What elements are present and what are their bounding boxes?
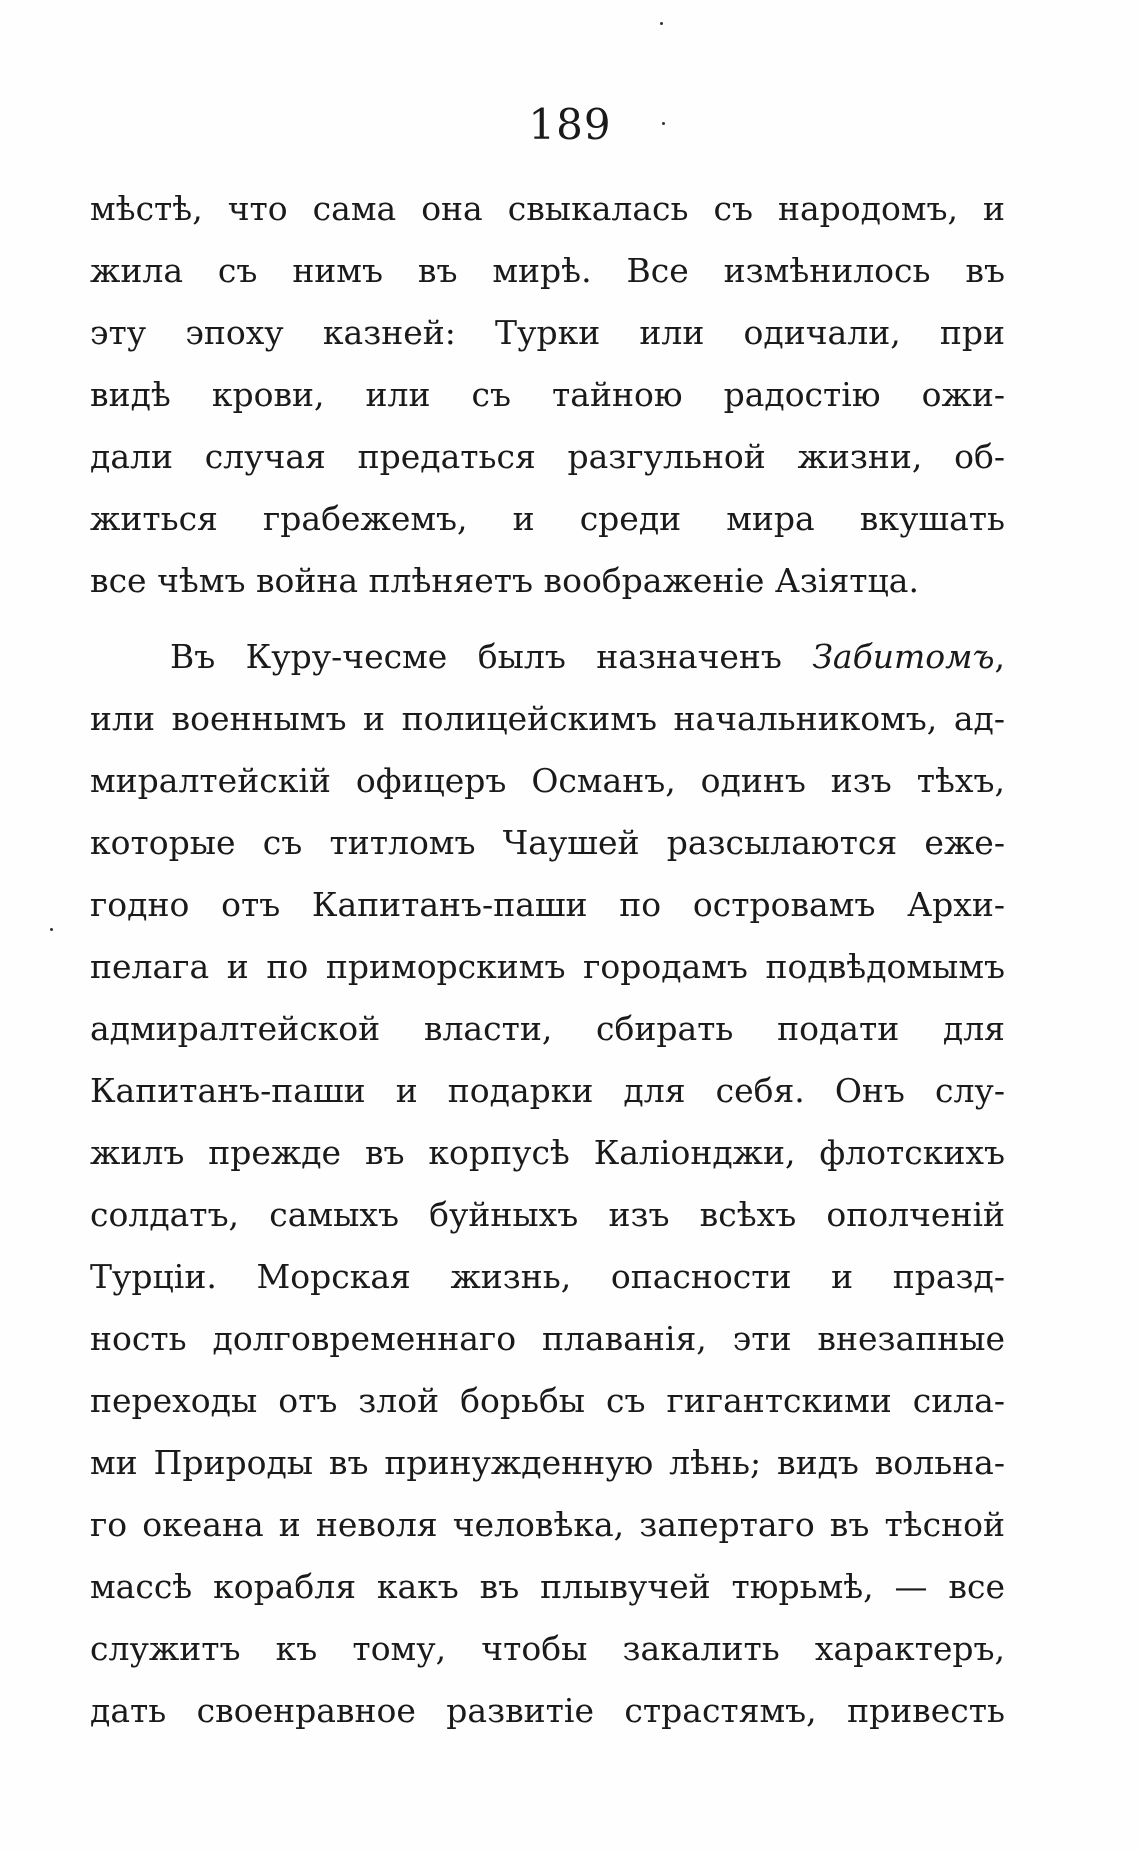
text-line: ность долговременнаго плаванія, эти внезапные (90, 1319, 1005, 1358)
text-line: мѣстѣ, что сама она свыкалась съ народомъ, и (90, 189, 1005, 228)
text-line: годно отъ Капитанъ-паши по островамъ Архи- (90, 885, 1005, 924)
text-line: или военнымъ и полицейскимъ начальникомъ, ад- (90, 699, 1005, 738)
text-line: пелага и по приморскимъ городамъ подвѣдомымъ (90, 947, 1005, 986)
text-line: го океана и неволя человѣка, запертаго въ тѣсной (90, 1505, 1005, 1544)
body-text (90, 178, 1005, 1742)
text-line: житься грабежемъ, и среди мира вкушать (90, 499, 1005, 538)
print-speck (660, 22, 663, 25)
text-line: эту эпоху казней: Турки или одичали, при (90, 313, 1005, 352)
text-fragment: Въ Куру-чесме былъ назначенъ (170, 637, 813, 676)
text-line: которые съ титломъ Чаушей разсылаются еже- (90, 823, 1005, 862)
text-fragment: , (994, 637, 1005, 676)
text-line: массѣ корабля какъ въ плывучей тюрьмѣ, — все (90, 1567, 1005, 1606)
print-speck (50, 928, 53, 931)
paragraph-1 (90, 178, 1005, 612)
page-number: 189 (528, 100, 612, 149)
text-line: видѣ крови, или съ тайною радостію ожи- (90, 375, 1005, 414)
paragraph-2 (90, 626, 1005, 1742)
text-line: переходы отъ злой борьбы съ гигантскими сила- (90, 1381, 1005, 1420)
print-speck (662, 122, 665, 125)
text-line: дать своенравное развитіе страстямъ, привесть (90, 1691, 1005, 1730)
text-line: жилъ прежде въ корпусѣ Каліонджи, флотскихъ (90, 1133, 1005, 1172)
text-line: солдатъ, самыхъ буйныхъ изъ всѣхъ ополченій (90, 1195, 1005, 1234)
text-line: служитъ къ тому, чтобы закалить характеръ, (90, 1629, 1005, 1668)
text-line: миралтейскій офицеръ Османъ, одинъ изъ тѣхъ, (90, 761, 1005, 800)
text-line: Турціи. Морская жизнь, опасности и празд- (90, 1257, 1005, 1296)
text-line: дали случая предаться разгульной жизни, об- (90, 437, 1005, 476)
text-line: ми Природы въ принужденную лѣнь; видъ вольна- (90, 1443, 1005, 1482)
text-line: все чѣмъ война плѣняетъ воображеніе Азіятца. (90, 561, 919, 600)
text-line: жила съ нимъ въ мирѣ. Все измѣнилось въ (90, 251, 1005, 290)
text-line: Капитанъ-паши и подарки для себя. Онъ слу- (90, 1071, 1005, 1110)
text-line: адмиралтейской власти, сбирать подати для (90, 1009, 1005, 1048)
italic-term: Забитомъ (812, 637, 995, 676)
text-line (90, 626, 1005, 688)
